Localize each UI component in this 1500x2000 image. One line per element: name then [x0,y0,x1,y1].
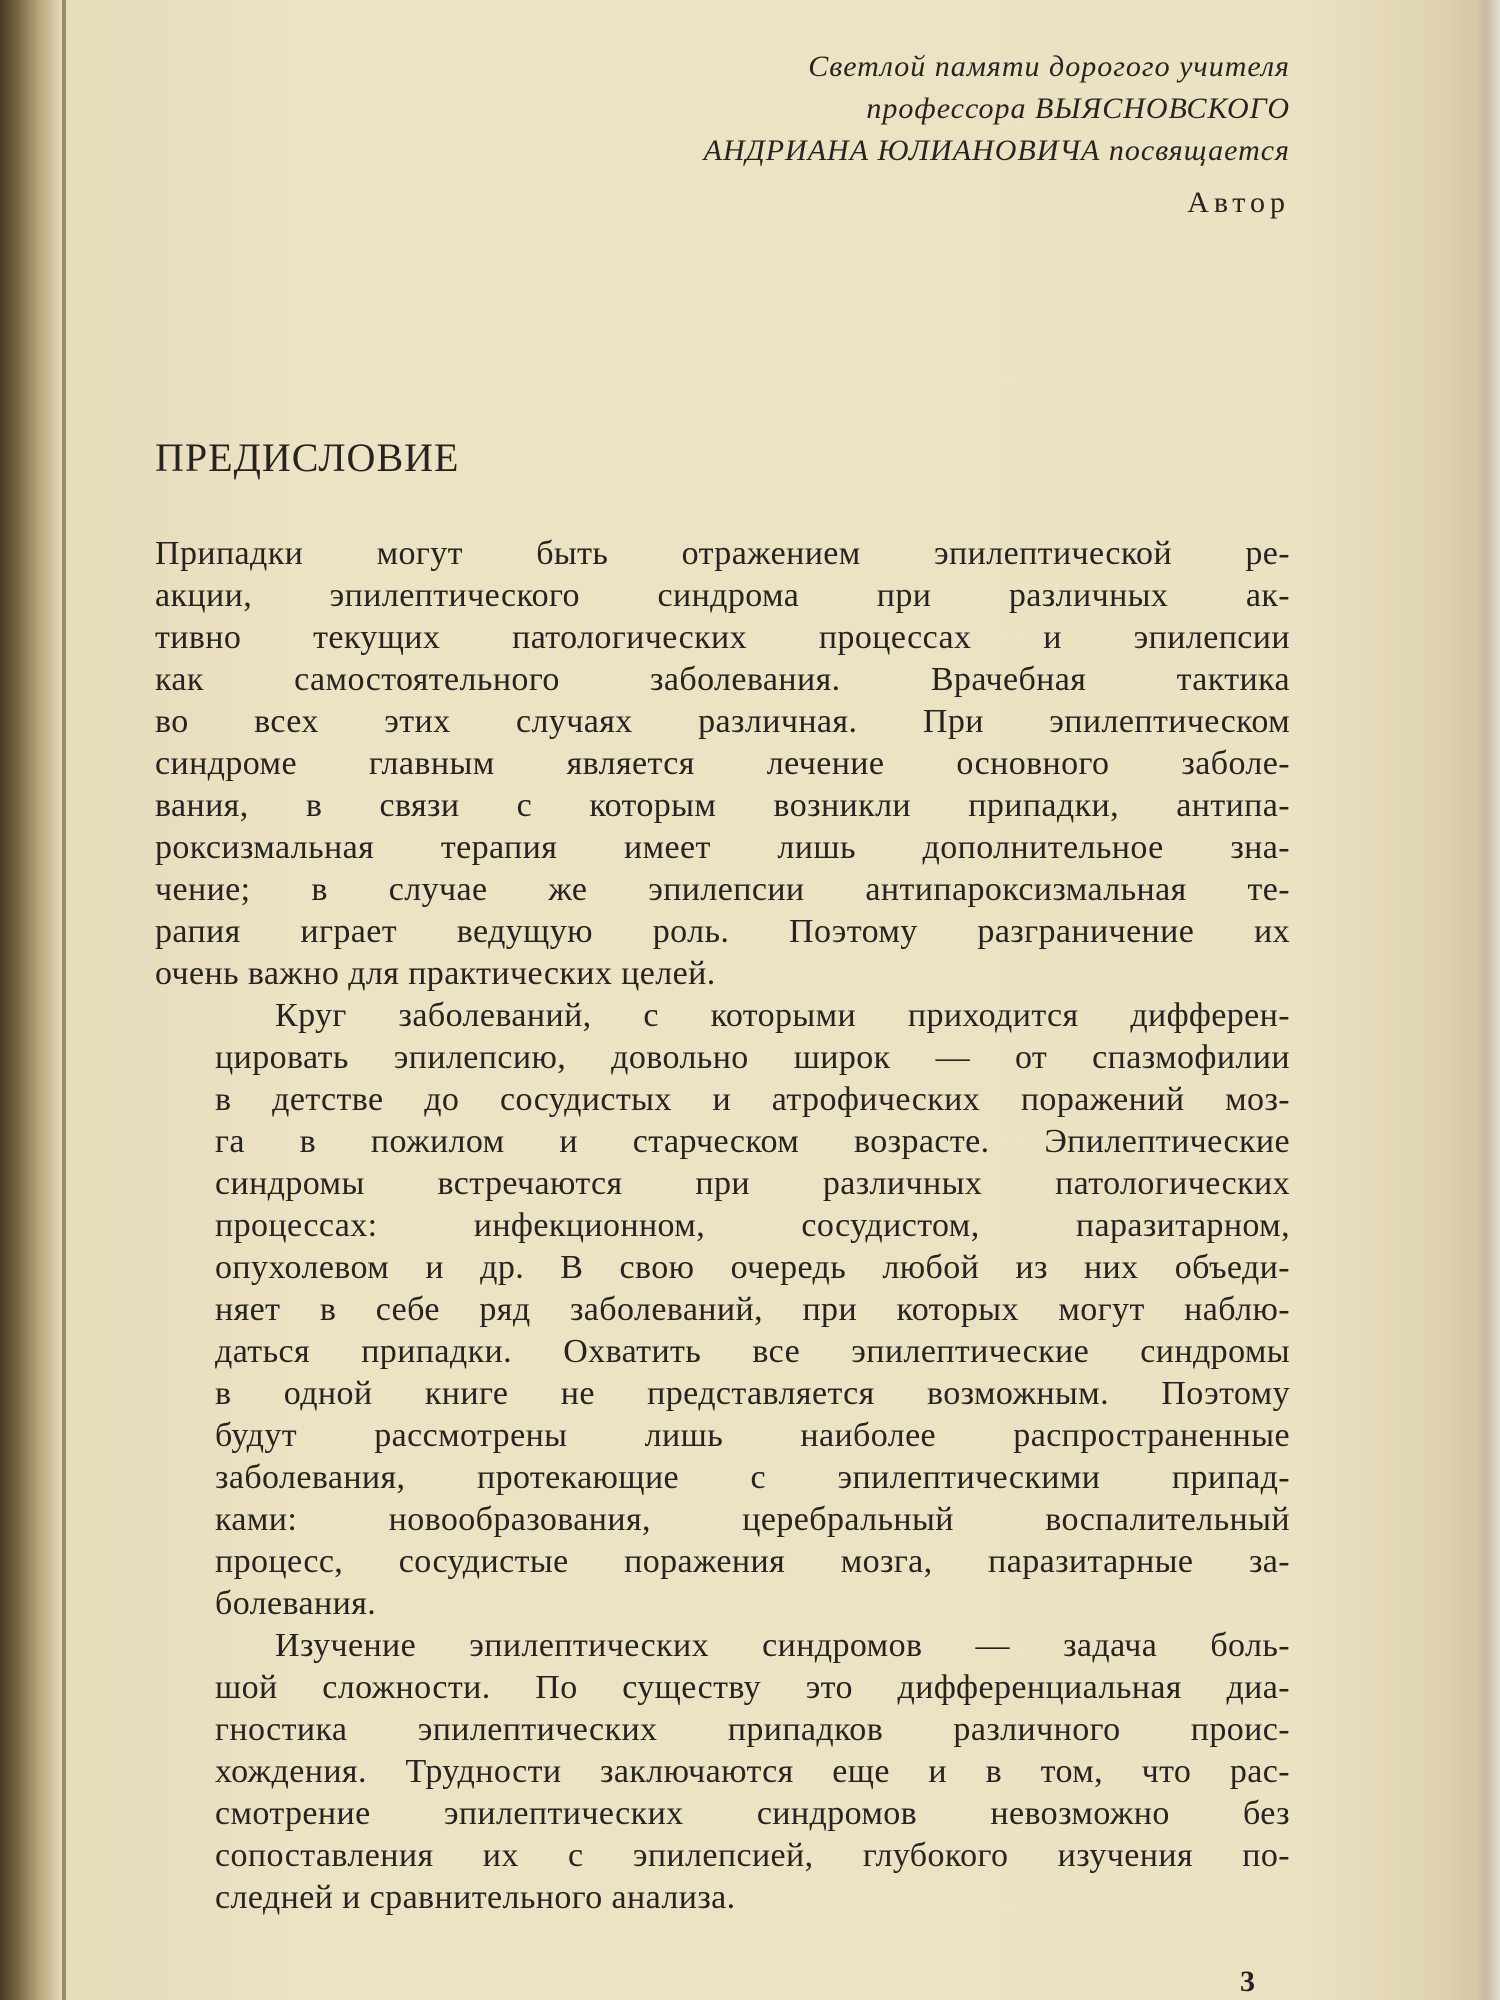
text-line: даться припадки. Охватить все эпилептические синдромы [215,1333,1290,1370]
text-line: роксизмальная терапия имеет лишь дополнительное зна- [155,829,1290,866]
dedication-line-2: профессора ВЫЯСНОВСКОГО [866,92,1290,125]
text-line: га в пожилом и старческом возрасте. Эпилептические [215,1123,1290,1160]
paragraph [155,995,1290,1625]
text-line: рапия играет ведущую роль. Поэтому разграничение их [155,913,1290,950]
preface-body [155,533,1290,1919]
text-line: гностика эпилептических припадков различного проис- [215,1711,1290,1748]
text-line: очень важно для практических целей. [155,955,716,992]
text-line: как самостоятельного заболевания. Врачебная тактика [155,661,1290,698]
text-line: болевания. [215,1585,377,1622]
dedication-author: Автор [1187,186,1290,219]
text-line: акции, эпилептического синдрома при различных ак- [155,577,1290,614]
text-line: ками: новообразования, церебральный воспалительный [215,1501,1290,1538]
text-line: процесс, сосудистые поражения мозга, паразитарные за- [215,1543,1290,1580]
text-line: хождения. Трудности заключаются еще и в том, что рас- [215,1753,1290,1790]
page-right-edge [1478,0,1500,2000]
text-line: Круг заболеваний, с которыми приходится дифферен- [275,997,1290,1034]
paragraph [155,1625,1290,1919]
text-line: шой сложности. По существу это дифференциальная диа- [215,1669,1290,1706]
previous-page-edge [0,0,60,2000]
text-line: Припадки могут быть отражением эпилептической ре- [155,535,1290,572]
book-gutter [62,0,66,2000]
preface-heading: ПРЕДИСЛОВИЕ [155,435,460,480]
text-line: смотрение эпилептических синдромов невозможно без [215,1795,1290,1832]
text-line: процессах: инфекционном, сосудистом, паразитарном, [215,1207,1290,1244]
text-line: няет в себе ряд заболеваний, при которых могут наблю- [215,1291,1290,1328]
text-line: опухолевом и др. В свою очередь любой из них объеди- [215,1249,1290,1286]
text-line: во всех этих случаях различная. При эпилептическом [155,703,1290,740]
text-line: цировать эпилепсию, довольно широк — от спазмофилии [215,1039,1290,1076]
text-line: чение; в случае же эпилепсии антипароксизмальная те- [155,871,1290,908]
page-content [155,40,1290,1919]
text-line: в детстве до сосудистых и атрофических поражений моз- [215,1081,1290,1118]
paragraph [155,533,1290,995]
text-line: синдроме главным является лечение основного заболе- [155,745,1290,782]
text-line: тивно текущих патологических процессах и эпилепсии [155,619,1290,656]
text-line: сопоставления их с эпилепсией, глубокого изучения по- [215,1837,1290,1874]
text-line: в одной книге не представляется возможным. Поэтому [215,1375,1290,1412]
dedication-line-1: Светлой памяти дорогого учителя [808,50,1290,83]
text-line: вания, в связи с которым возникли припадки, антипа- [155,787,1290,824]
page-number: 3 [1240,1965,1255,1998]
dedication-line-3: АНДРИАНА ЮЛИАНОВИЧА посвящается [703,134,1290,167]
text-line: следней и сравнительного анализа. [215,1879,736,1916]
text-line: синдромы встречаются при различных патологических [215,1165,1290,1202]
text-line: будут рассмотрены лишь наиболее распространенные [215,1417,1290,1454]
text-line: Изучение эпилептических синдромов — задача боль- [275,1627,1290,1664]
dedication [155,46,1290,224]
text-line: заболевания, протекающие с эпилептическими припад- [215,1459,1290,1496]
